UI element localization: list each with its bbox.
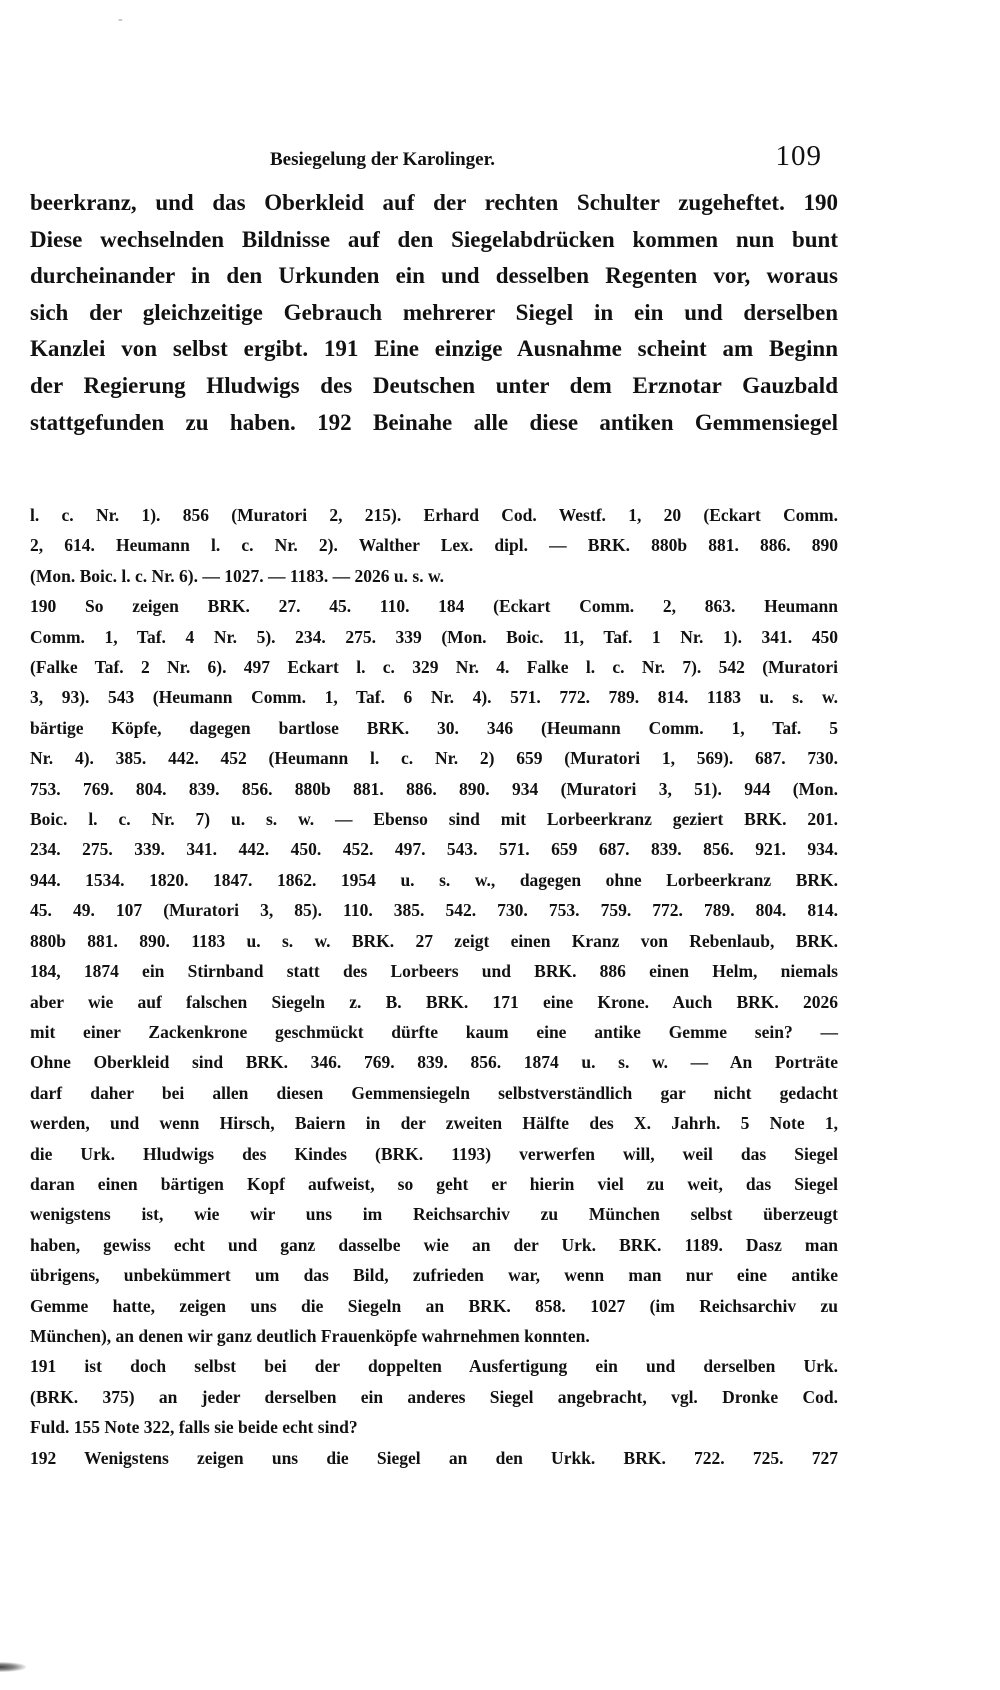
footnote-line: (BRK. 375) an jeder derselben ein anderes Siegel angebracht, vgl. Dronke Cod. (30, 1386, 838, 1407)
footnote-line: 3, 93). 543 (Heumann Comm. 1, Taf. 6 Nr. 4). 571. 772. 789. 814. 1183 u. s. w. (30, 687, 838, 708)
footnote-line: 2, 614. Heumann l. c. Nr. 2). Walther Lex. dipl. — BRK. 880b 881. 886. 890 (30, 535, 838, 556)
footnote-line: (Falke Taf. 2 Nr. 6). 497 Eckart l. c. 329 Nr. 4. Falke l. c. Nr. 7). 542 (Muratori (30, 657, 838, 678)
corner-mark: - (118, 12, 123, 27)
body-line: sich der gleichzeitige Gebrauch mehrerer Siegel in ein und derselben (30, 299, 838, 325)
scan-smudge (0, 1662, 26, 1672)
footnote-line: Gemme hatte, zeigen uns die Siegeln an BRK. 858. 1027 (im Reichsarchiv zu (30, 1295, 838, 1316)
footnote-line: 753. 769. 804. 839. 856. 880b 881. 886. 890. 934 (Muratori 3, 51). 944 (Mon. (30, 778, 838, 799)
footnote-line: 45. 49. 107 (Muratori 3, 85). 110. 385. 542. 730. 753. 759. 772. 789. 804. 814. (30, 900, 838, 921)
footnote-line: bärtige Köpfe, dagegen bartlose BRK. 30. 346 (Heumann Comm. 1, Taf. 5 (30, 717, 838, 738)
footnote-line: werden, und wenn Hirsch, Baiern in der zweiten Hälfte des X. Jahrh. 5 Note 1, (30, 1113, 838, 1134)
footnote-line: darf daher bei allen diesen Gemmensiegeln selbstverständlich gar nicht gedacht (30, 1082, 838, 1103)
body-line: der Regierung Hludwigs des Deutschen unter dem Erznotar Gauzbald (30, 372, 838, 398)
footnote-line: (Mon. Boic. l. c. Nr. 6). — 1027. — 1183. — 2026 u. s. w. (30, 565, 445, 586)
footnote-line: 944. 1534. 1820. 1847. 1862. 1954 u. s. w., dagegen ohne Lorbeerkranz BRK. (30, 869, 838, 890)
footnote-line: l. c. Nr. 1). 856 (Muratori 2, 215). Erhard Cod. Westf. 1, 20 (Eckart Comm. (30, 505, 838, 525)
body-line: beerkranz, und das Oberkleid auf der rechten Schulter zugeheftet. 190 (30, 190, 838, 215)
body-line: Diese wechselnden Bildnisse auf den Siegelabdrücken kommen nun bunt (30, 226, 838, 252)
footnote-line: Boic. l. c. Nr. 7) u. s. w. — Ebenso sind mit Lorbeerkranz geziert BRK. 201. (30, 809, 838, 830)
footnote-line: 184, 1874 ein Stirnband statt des Lorbeers und BRK. 886 einen Helm, niemals (30, 961, 838, 982)
footnote-line: 234. 275. 339. 341. 442. 450. 452. 497. 543. 571. 659 687. 839. 856. 921. 934. (30, 839, 838, 860)
running-title: Besiegelung der Karolinger. (270, 149, 496, 170)
page-number: 109 (775, 140, 822, 172)
footnotes (30, 500, 838, 1473)
footnote-line: Ohne Oberkleid sind BRK. 346. 769. 839. 856. 1874 u. s. w. — An Porträte (30, 1052, 838, 1073)
body-text (30, 185, 838, 441)
body-line: durcheinander in den Urkunden ein und desselben Regenten vor, woraus (30, 263, 838, 289)
footnote-line: München), an denen wir ganz deutlich Frauenköpfe wahrnehmen konnten. (30, 1325, 590, 1346)
footnote-line: Comm. 1, Taf. 4 Nr. 5). 234. 275. 339 (Mon. Boic. 11, Taf. 1 Nr. 1). 341. 450 (30, 626, 838, 647)
footnote-line: übrigens, unbekümmert um das Bild, zufrieden war, wenn man nur eine antike (30, 1265, 838, 1286)
body-line: Kanzlei von selbst ergibt. 191 Eine einzige Ausnahme scheint am Beginn (30, 336, 838, 362)
body-line: stattgefunden zu haben. 192 Beinahe alle diese antiken Gemmensiegel (30, 409, 838, 435)
footnote-line: mit einer Zackenkrone geschmückt dürfte kaum eine antike Gemme sein? — (30, 1021, 838, 1042)
footnote-line: Nr. 4). 385. 442. 452 (Heumann l. c. Nr. 2) 659 (Muratori 1, 569). 687. 730. (30, 748, 838, 769)
footnote-line: die Urk. Hludwigs des Kindes (BRK. 1193) verwerfen will, weil das Siegel (30, 1143, 838, 1164)
footnote-line: 880b 881. 890. 1183 u. s. w. BRK. 27 zeigt einen Kranz von Rebenlaub, BRK. (30, 930, 838, 951)
footnote-line: daran einen bärtigen Kopf aufweist, so geht er hierin viel zu weit, das Siegel (30, 1173, 838, 1194)
footnote-line: 191 ist doch selbst bei der doppelten Ausfertigung ein und derselben Urk. (30, 1356, 838, 1377)
footnote-line: wenigstens ist, wie wir uns im Reichsarchiv zu München selbst überzeugt (30, 1204, 838, 1225)
footnote-line: Fuld. 155 Note 322, falls sie beide echt sind? (30, 1417, 358, 1438)
footnote-line: aber wie auf falschen Siegeln z. B. BRK. 171 eine Krone. Auch BRK. 2026 (30, 991, 838, 1012)
footnote-line: 190 So zeigen BRK. 27. 45. 110. 184 (Eckart Comm. 2, 863. Heumann (30, 596, 838, 617)
page-header (270, 140, 822, 180)
footnote-line: 192 Wenigstens zeigen uns die Siegel an den Urkk. BRK. 722. 725. 727 (30, 1447, 838, 1468)
footnote-line: haben, gewiss echt und ganz dasselbe wie an der Urk. BRK. 1189. Dasz man (30, 1234, 838, 1255)
